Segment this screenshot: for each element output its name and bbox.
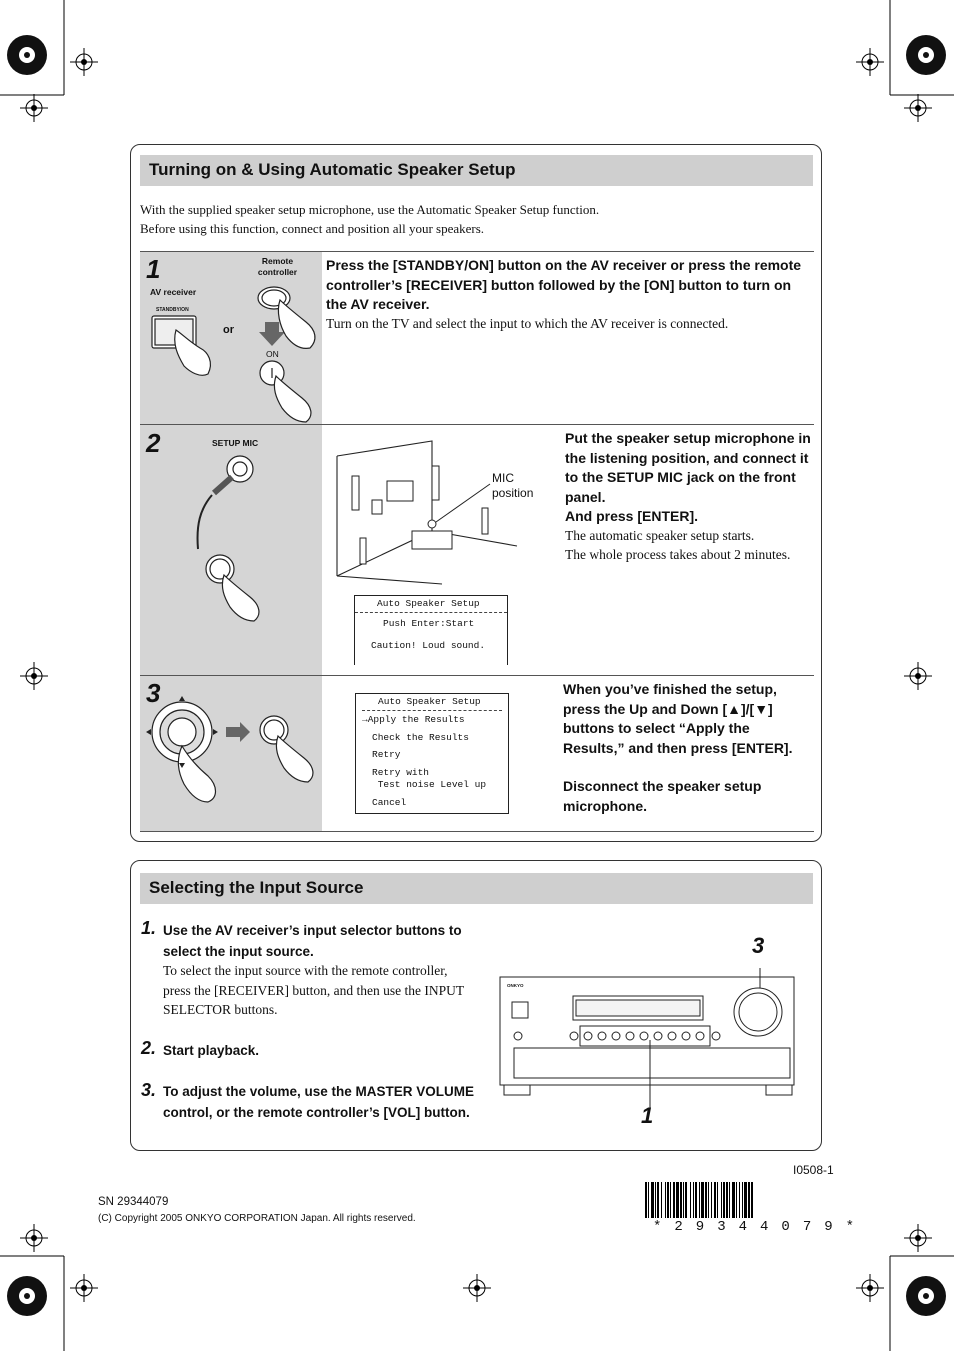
- lcd-results-title: Auto Speaker Setup: [362, 694, 502, 711]
- hand-icon-4: [222, 575, 259, 621]
- step2-drawing: [140, 425, 322, 675]
- speaker-front-right-icon: [432, 466, 439, 500]
- left-arrow-icon: [146, 729, 151, 735]
- lcd-results: [355, 693, 509, 814]
- lcd-option-cancel: Cancel: [372, 796, 407, 808]
- lcd-option-retry-with: Retry with: [372, 766, 430, 778]
- hand-icon-3: [274, 376, 311, 422]
- step1-label-remote: Remote controller: [257, 256, 298, 277]
- item3-number: 3.: [141, 1080, 157, 1100]
- next-arrow-icon: [226, 722, 250, 742]
- item2-number: 2.: [141, 1038, 157, 1058]
- speaker-front-left-icon: [352, 476, 359, 510]
- step1-label-on: ON: [266, 349, 279, 359]
- sofa-icon: [412, 531, 452, 549]
- step1-label-standby: STANDBY/ON: [156, 307, 189, 313]
- callout-1: 1: [641, 1103, 654, 1128]
- step1-instruction: Press the [STANDBY/ON] button on the AV receiver or press the remote controller’s [RECEIVER] button followed by the [ON] button to turn on the AV receiver.: [326, 257, 802, 312]
- step3-disconnect: Disconnect the speaker setup microphone.: [563, 778, 762, 814]
- speaker-center-icon: [372, 500, 382, 514]
- starburst-bottom-left: [7, 1276, 47, 1316]
- starburst-top-left: [7, 35, 47, 75]
- lcd-start: [354, 595, 508, 665]
- barcode: [645, 1182, 850, 1218]
- tv-icon: [387, 481, 413, 501]
- step2-number: 2: [146, 428, 161, 458]
- step1-note: Turn on the TV and select the input to which the AV receiver is connected.: [326, 316, 729, 331]
- lcd-option-apply: →Apply the Results: [362, 714, 465, 725]
- step2-note-1: The automatic speaker setup starts.: [565, 528, 755, 543]
- step1-label-or: or: [223, 324, 234, 336]
- room-diagram: [332, 436, 522, 586]
- section-title-input-source: Selecting the Input Source: [140, 873, 813, 904]
- item1-number: 1.: [141, 918, 157, 938]
- mic-position-label: MIC position: [492, 471, 534, 500]
- starburst-top-right: [906, 35, 946, 75]
- copyright-notice: (C) Copyright 2005 ONKYO CORPORATION Japan. All rights reserved.: [98, 1213, 416, 1224]
- barcode-bar: [753, 1182, 754, 1218]
- item3-instruction: To adjust the volume, use the MASTER VOLUME control, or the remote controller’s [VOL] button.: [163, 1084, 475, 1120]
- step-divider-end: [140, 831, 814, 832]
- input-selector-button: [584, 1032, 592, 1040]
- barcode-digits: * 2 9 3 4 4 0 7 9 *: [653, 1219, 857, 1235]
- step3-drawing: [140, 676, 322, 831]
- lcd-option-check: Check the Results: [372, 731, 469, 743]
- item1-instruction: Use the AV receiver’s input selector buttons to select the input source.: [163, 923, 462, 959]
- lcd-option-retry-with-2: Test noise Level up: [372, 778, 487, 790]
- step3-number: 3: [146, 678, 161, 708]
- speaker-surround-left-icon: [360, 538, 366, 564]
- item1-note: To select the input source with the remote controller, press the [RECEIVER] button, and then use the INPUT SELECTOR buttons.: [163, 963, 464, 1017]
- hand-icon-6: [276, 736, 313, 782]
- starburst-bottom-right: [906, 1276, 946, 1316]
- lcd-option-retry: Retry: [372, 749, 401, 760]
- step1-label-av-receiver: AV receiver: [150, 287, 197, 297]
- receiver-front-panel: [498, 960, 798, 1120]
- lcd-start-line1: Push Enter:Start: [383, 618, 475, 629]
- step1-number: 1: [146, 254, 161, 284]
- hand-icon-2: [278, 300, 315, 348]
- doc-code: I0508-1: [793, 1163, 834, 1177]
- step1-drawing: [140, 252, 322, 424]
- receiver-brand-logo: ONKYO: [507, 983, 524, 988]
- up-arrow-icon: [179, 696, 185, 701]
- intro-line-1: With the supplied speaker setup microphone, use the Automatic Speaker Setup function.: [140, 202, 600, 217]
- serial-number: SN 29344079: [98, 1196, 169, 1208]
- intro-line-2: Before using this function, connect and position all your speakers.: [140, 221, 485, 236]
- step2-instruction-enter: And press [ENTER].: [565, 508, 699, 524]
- lcd-start-line2: Caution! Loud sound.: [371, 640, 486, 651]
- mic-icon: [428, 520, 436, 528]
- speaker-surround-right-icon: [482, 508, 488, 534]
- callout-3: 3: [752, 933, 765, 958]
- lcd-start-title: Auto Speaker Setup: [355, 596, 507, 613]
- section-title-auto-setup: Turning on & Using Automatic Speaker Setup: [140, 155, 813, 186]
- step2-label-setup-mic: SETUP MIC: [212, 438, 259, 448]
- step3-instruction: When you’ve finished the setup, press the Up and Down [▲]/[▼] buttons to select “Apply the Results,” and then press [ENTER].: [563, 681, 793, 756]
- step2-note-2: The whole process takes about 2 minutes.: [565, 547, 791, 562]
- right-arrow-icon: [213, 729, 218, 735]
- item2-instruction: Start playback.: [163, 1043, 260, 1058]
- step2-instruction: Put the speaker setup microphone in the listening position, and connect it to the SETUP MIC jack on the front panel.: [565, 430, 811, 505]
